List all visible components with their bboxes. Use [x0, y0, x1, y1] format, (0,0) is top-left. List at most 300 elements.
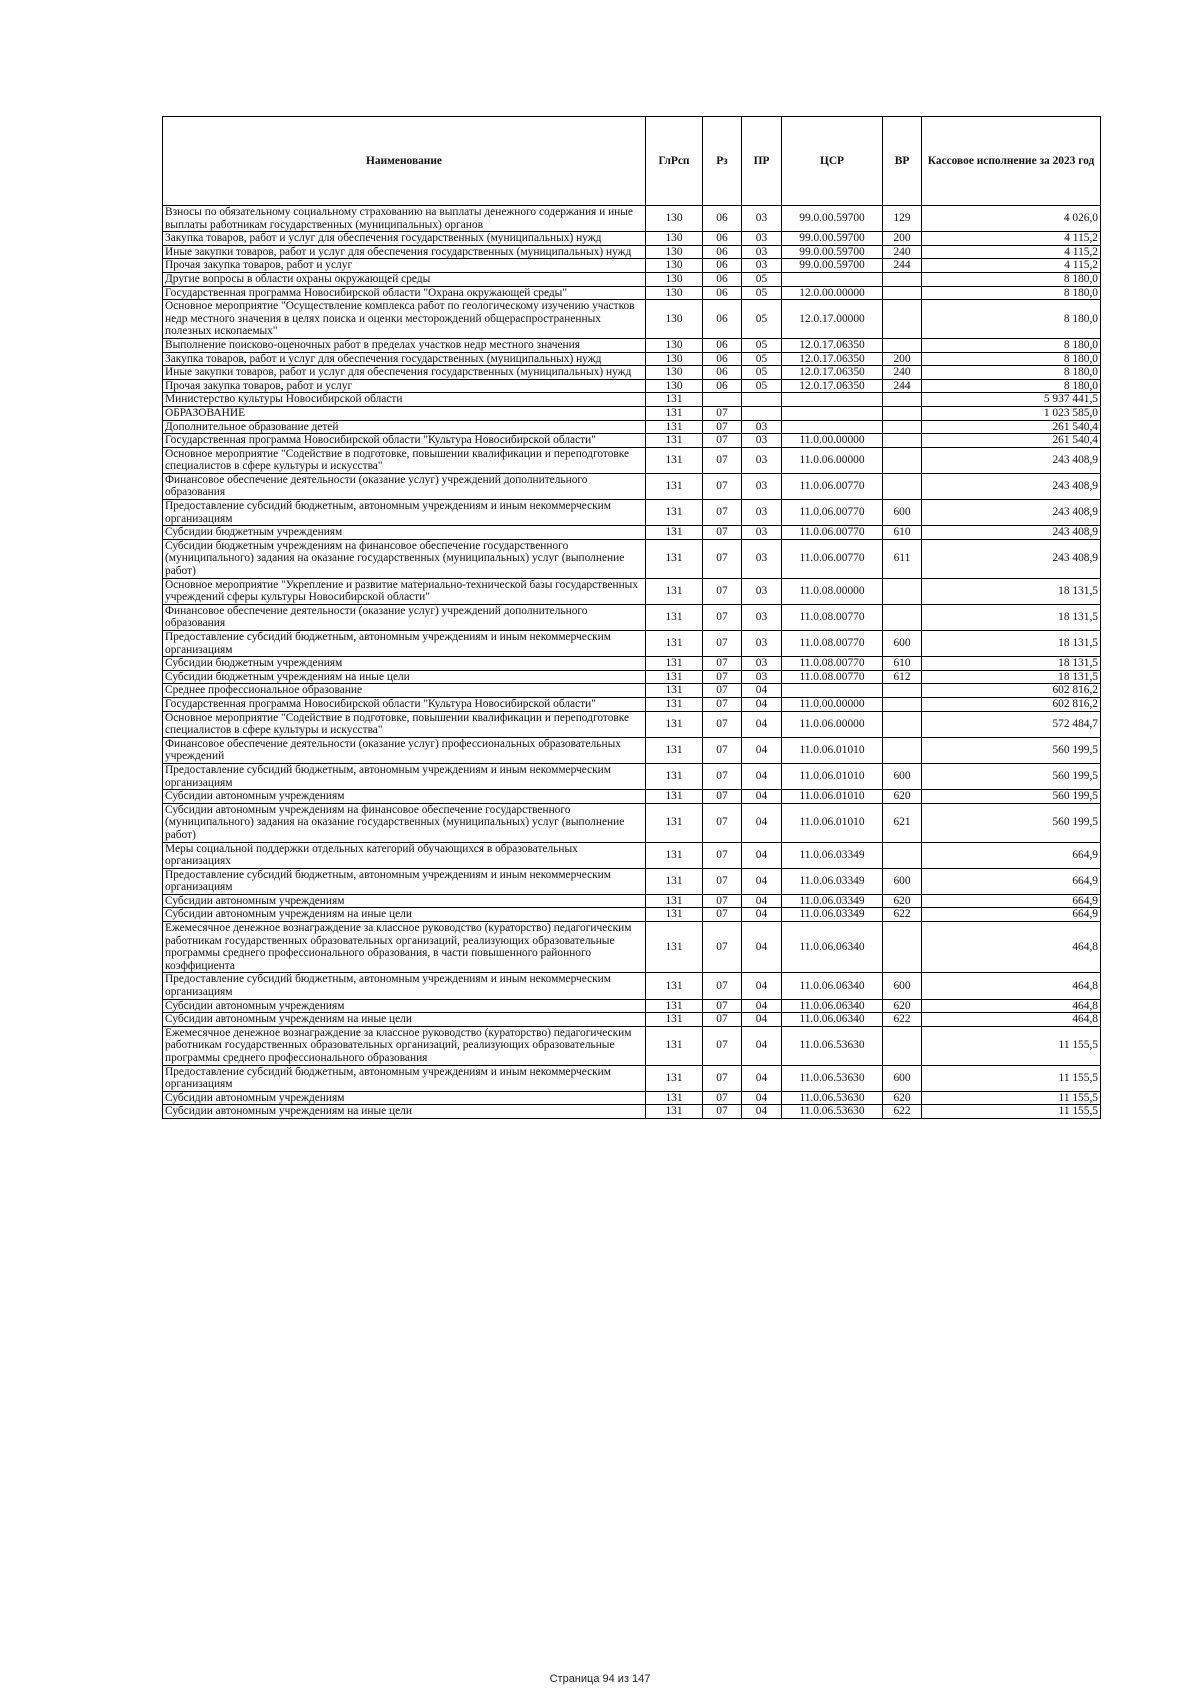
- cell-csr: 99.0.00.59700: [782, 245, 883, 259]
- cell-amount: 261 540,4: [922, 434, 1101, 448]
- cell-pr: 04: [742, 1091, 782, 1105]
- table-row: [163, 1091, 1101, 1105]
- cell-rz: 07: [703, 539, 742, 578]
- table-row: [163, 406, 1101, 420]
- cell-csr: 11.0.00.00000: [782, 434, 883, 448]
- cell-name: Предоставление субсидий бюджетным, автономным учреждениям и иным некоммерческим организациям: [163, 868, 646, 894]
- cell-vr: 240: [883, 245, 922, 259]
- cell-amount: 11 155,5: [922, 1026, 1101, 1065]
- cell-csr: 11.0.06.03349: [782, 894, 883, 908]
- cell-vr: [883, 1026, 922, 1065]
- cell-name: Государственная программа Новосибирской области "Охрана окружающей среды": [163, 286, 646, 300]
- cell-glrsp: 131: [646, 894, 703, 908]
- cell-amount: 664,9: [922, 842, 1101, 868]
- cell-pr: 04: [742, 737, 782, 763]
- cell-vr: [883, 447, 922, 473]
- cell-vr: 200: [883, 232, 922, 246]
- cell-rz: 07: [703, 842, 742, 868]
- cell-rz: 07: [703, 697, 742, 711]
- table-row: [163, 393, 1101, 407]
- cell-vr: 620: [883, 999, 922, 1013]
- cell-vr: 610: [883, 657, 922, 671]
- table-row: [163, 420, 1101, 434]
- cell-amount: 560 199,5: [922, 737, 1101, 763]
- cell-pr: 05: [742, 379, 782, 393]
- cell-rz: 06: [703, 272, 742, 286]
- cell-amount: 18 131,5: [922, 657, 1101, 671]
- cell-glrsp: 130: [646, 232, 703, 246]
- cell-vr: [883, 604, 922, 630]
- cell-name: Субсидии автономным учреждениям на иные цели: [163, 1013, 646, 1027]
- table-row: [163, 352, 1101, 366]
- cell-glrsp: 131: [646, 1105, 703, 1119]
- cell-vr: 600: [883, 631, 922, 657]
- cell-csr: 11.0.06.01010: [782, 803, 883, 842]
- cell-name: Иные закупки товаров, работ и услуг для обеспечения государственных (муниципальных) нужд: [163, 366, 646, 380]
- cell-amount: 464,8: [922, 1013, 1101, 1027]
- table-row: [163, 578, 1101, 604]
- cell-name: Субсидии автономным учреждениям на иные цели: [163, 908, 646, 922]
- table-row: [163, 1013, 1101, 1027]
- cell-vr: 610: [883, 526, 922, 540]
- cell-vr: 244: [883, 259, 922, 273]
- cell-rz: 07: [703, 657, 742, 671]
- cell-glrsp: 130: [646, 352, 703, 366]
- cell-pr: 05: [742, 352, 782, 366]
- cell-rz: 06: [703, 206, 742, 232]
- cell-name: Предоставление субсидий бюджетным, автономным учреждениям и иным некоммерческим организациям: [163, 500, 646, 526]
- cell-name: Иные закупки товаров, работ и услуг для обеспечения государственных (муниципальных) нужд: [163, 245, 646, 259]
- cell-csr: [782, 272, 883, 286]
- table-row: [163, 272, 1101, 286]
- cell-csr: [782, 406, 883, 420]
- cell-name: Взносы по обязательному социальному страхованию на выплаты денежного содержания и иные выплаты работникам государственных (муниципальных) органов: [163, 206, 646, 232]
- table-row: [163, 259, 1101, 273]
- cell-name: Меры социальной поддержки отдельных категорий обучающихся в образовательных организациях: [163, 842, 646, 868]
- cell-pr: 03: [742, 539, 782, 578]
- cell-csr: 11.0.08.00770: [782, 604, 883, 630]
- cell-amount: 11 155,5: [922, 1105, 1101, 1119]
- cell-vr: 129: [883, 206, 922, 232]
- cell-pr: 03: [742, 206, 782, 232]
- cell-csr: 12.0.00.00000: [782, 286, 883, 300]
- cell-vr: 600: [883, 973, 922, 999]
- cell-rz: 07: [703, 790, 742, 804]
- cell-rz: 06: [703, 300, 742, 339]
- cell-name: Выполнение поисково-оценочных работ в пределах участков недр местного значения: [163, 338, 646, 352]
- cell-glrsp: 131: [646, 684, 703, 698]
- cell-name: Субсидии бюджетным учреждениям на финансовое обеспечение государственного (муниципального) задания на оказание государственных (муниципальных) услуг (выполнение работ): [163, 539, 646, 578]
- cell-vr: 600: [883, 868, 922, 894]
- cell-vr: 620: [883, 894, 922, 908]
- table-row: [163, 657, 1101, 671]
- cell-glrsp: 131: [646, 803, 703, 842]
- cell-vr: 600: [883, 1065, 922, 1091]
- cell-amount: 243 408,9: [922, 447, 1101, 473]
- cell-csr: 11.0.08.00770: [782, 631, 883, 657]
- cell-vr: [883, 286, 922, 300]
- cell-pr: 03: [742, 604, 782, 630]
- cell-pr: 04: [742, 763, 782, 789]
- table-row: [163, 790, 1101, 804]
- cell-csr: [782, 420, 883, 434]
- cell-csr: 11.0.06.03349: [782, 908, 883, 922]
- cell-glrsp: 131: [646, 697, 703, 711]
- table-row: [163, 286, 1101, 300]
- header-name: Наименование: [163, 117, 646, 206]
- cell-glrsp: 131: [646, 631, 703, 657]
- cell-rz: 06: [703, 259, 742, 273]
- cell-pr: 03: [742, 657, 782, 671]
- cell-csr: 11.0.08.00000: [782, 578, 883, 604]
- cell-vr: 612: [883, 670, 922, 684]
- cell-rz: 07: [703, 631, 742, 657]
- cell-pr: 05: [742, 286, 782, 300]
- cell-name: Субсидии бюджетным учреждениям на иные цели: [163, 670, 646, 684]
- cell-rz: 06: [703, 366, 742, 380]
- cell-pr: 03: [742, 473, 782, 499]
- cell-rz: 07: [703, 1091, 742, 1105]
- header-amount: Кассовое исполнение за 2023 год: [922, 117, 1101, 206]
- table-row: [163, 1065, 1101, 1091]
- cell-csr: [782, 393, 883, 407]
- cell-amount: 8 180,0: [922, 379, 1101, 393]
- cell-pr: 05: [742, 272, 782, 286]
- cell-csr: 99.0.00.59700: [782, 206, 883, 232]
- header-csr: ЦСР: [782, 117, 883, 206]
- cell-vr: [883, 272, 922, 286]
- cell-pr: 04: [742, 1013, 782, 1027]
- cell-pr: 03: [742, 245, 782, 259]
- cell-glrsp: 131: [646, 842, 703, 868]
- cell-amount: 464,8: [922, 922, 1101, 973]
- cell-vr: [883, 434, 922, 448]
- cell-vr: [883, 420, 922, 434]
- cell-amount: 243 408,9: [922, 473, 1101, 499]
- cell-rz: 07: [703, 999, 742, 1013]
- cell-glrsp: 131: [646, 922, 703, 973]
- cell-glrsp: 131: [646, 670, 703, 684]
- cell-pr: 03: [742, 631, 782, 657]
- cell-csr: 12.0.17.06350: [782, 379, 883, 393]
- cell-csr: 11.0.06.03349: [782, 868, 883, 894]
- cell-amount: 664,9: [922, 908, 1101, 922]
- cell-csr: 99.0.00.59700: [782, 259, 883, 273]
- cell-rz: 07: [703, 973, 742, 999]
- cell-glrsp: 131: [646, 393, 703, 407]
- cell-name: Предоставление субсидий бюджетным, автономным учреждениям и иным некоммерческим организациям: [163, 763, 646, 789]
- cell-csr: 11.0.06.00000: [782, 711, 883, 737]
- cell-csr: 11.0.06.01010: [782, 737, 883, 763]
- cell-name: Основное мероприятие "Укрепление и развитие материально-технической базы государственных учреждений сферы культуры Новосибирской области": [163, 578, 646, 604]
- cell-vr: [883, 300, 922, 339]
- cell-pr: 03: [742, 259, 782, 273]
- cell-pr: [742, 393, 782, 407]
- cell-amount: 11 155,5: [922, 1091, 1101, 1105]
- table-row: [163, 1105, 1101, 1119]
- cell-pr: 05: [742, 366, 782, 380]
- table-header-row: [163, 117, 1101, 206]
- cell-rz: 07: [703, 420, 742, 434]
- cell-glrsp: 130: [646, 206, 703, 232]
- cell-amount: 18 131,5: [922, 670, 1101, 684]
- cell-glrsp: 131: [646, 447, 703, 473]
- cell-glrsp: 131: [646, 657, 703, 671]
- cell-name: Другие вопросы в области охраны окружающей среды: [163, 272, 646, 286]
- table-row: [163, 1026, 1101, 1065]
- cell-vr: 240: [883, 366, 922, 380]
- cell-glrsp: 130: [646, 300, 703, 339]
- cell-name: Финансовое обеспечение деятельности (оказание услуг) учреждений дополнительного образования: [163, 604, 646, 630]
- cell-vr: [883, 338, 922, 352]
- cell-csr: 99.0.00.59700: [782, 232, 883, 246]
- cell-pr: 03: [742, 420, 782, 434]
- cell-rz: 07: [703, 670, 742, 684]
- cell-rz: 07: [703, 868, 742, 894]
- cell-rz: 07: [703, 922, 742, 973]
- table-row: [163, 922, 1101, 973]
- cell-amount: 4 115,2: [922, 259, 1101, 273]
- cell-amount: 8 180,0: [922, 300, 1101, 339]
- cell-rz: 06: [703, 232, 742, 246]
- cell-rz: 07: [703, 578, 742, 604]
- cell-vr: 621: [883, 803, 922, 842]
- cell-rz: 07: [703, 406, 742, 420]
- cell-name: Основное мероприятие "Осуществление комплекса работ по геологическому изучению участков недр местного значения в целях поиска и оценки месторождений общераспространенных полезных ископаемых": [163, 300, 646, 339]
- cell-rz: 06: [703, 245, 742, 259]
- cell-amount: 464,8: [922, 999, 1101, 1013]
- cell-name: Основное мероприятие "Содействие в подготовке, повышении квалификации и переподготовке специалистов в сфере культуры и искусства": [163, 711, 646, 737]
- table-row: [163, 908, 1101, 922]
- cell-name: Субсидии автономным учреждениям: [163, 1091, 646, 1105]
- cell-rz: 06: [703, 352, 742, 366]
- table-row: [163, 473, 1101, 499]
- cell-amount: 4 115,2: [922, 232, 1101, 246]
- cell-glrsp: 130: [646, 259, 703, 273]
- header-pr: ПР: [742, 117, 782, 206]
- cell-name: Субсидии бюджетным учреждениям: [163, 657, 646, 671]
- cell-pr: 04: [742, 711, 782, 737]
- cell-vr: [883, 684, 922, 698]
- cell-amount: 18 131,5: [922, 631, 1101, 657]
- table-row: [163, 631, 1101, 657]
- cell-amount: 664,9: [922, 868, 1101, 894]
- cell-pr: 04: [742, 1105, 782, 1119]
- cell-amount: 261 540,4: [922, 420, 1101, 434]
- table-row: [163, 379, 1101, 393]
- table-row: [163, 245, 1101, 259]
- cell-csr: 11.0.06.00000: [782, 447, 883, 473]
- cell-vr: 200: [883, 352, 922, 366]
- cell-pr: 03: [742, 434, 782, 448]
- cell-vr: 622: [883, 908, 922, 922]
- cell-glrsp: 130: [646, 245, 703, 259]
- table-row: [163, 763, 1101, 789]
- table-row: [163, 447, 1101, 473]
- cell-glrsp: 131: [646, 406, 703, 420]
- cell-glrsp: 131: [646, 578, 703, 604]
- cell-vr: [883, 473, 922, 499]
- table-row: [163, 894, 1101, 908]
- cell-pr: 03: [742, 447, 782, 473]
- cell-glrsp: 131: [646, 973, 703, 999]
- cell-amount: 4 115,2: [922, 245, 1101, 259]
- cell-glrsp: 131: [646, 763, 703, 789]
- cell-amount: 464,8: [922, 973, 1101, 999]
- cell-name: Финансовое обеспечение деятельности (оказание услуг) учреждений дополнительного образования: [163, 473, 646, 499]
- cell-pr: 03: [742, 526, 782, 540]
- cell-csr: 11.0.06.06340: [782, 973, 883, 999]
- cell-csr: 11.0.06.01010: [782, 790, 883, 804]
- cell-glrsp: 131: [646, 868, 703, 894]
- cell-rz: 07: [703, 1013, 742, 1027]
- cell-amount: 18 131,5: [922, 604, 1101, 630]
- cell-glrsp: 131: [646, 1026, 703, 1065]
- cell-csr: 12.0.17.00000: [782, 300, 883, 339]
- cell-csr: 11.0.06.06340: [782, 1013, 883, 1027]
- cell-glrsp: 130: [646, 379, 703, 393]
- cell-vr: 244: [883, 379, 922, 393]
- cell-csr: 11.0.06.00770: [782, 526, 883, 540]
- cell-name: ОБРАЗОВАНИЕ: [163, 406, 646, 420]
- cell-pr: 04: [742, 803, 782, 842]
- cell-csr: 11.0.06.06340: [782, 922, 883, 973]
- cell-vr: [883, 922, 922, 973]
- cell-amount: 8 180,0: [922, 352, 1101, 366]
- cell-amount: 560 199,5: [922, 803, 1101, 842]
- cell-rz: 07: [703, 526, 742, 540]
- cell-glrsp: 131: [646, 711, 703, 737]
- cell-rz: 06: [703, 338, 742, 352]
- cell-name: Финансовое обеспечение деятельности (оказание услуг) профессиональных образовательных учреждений: [163, 737, 646, 763]
- cell-glrsp: 131: [646, 1065, 703, 1091]
- cell-pr: 04: [742, 1026, 782, 1065]
- header-vr: ВР: [883, 117, 922, 206]
- table-row: [163, 526, 1101, 540]
- cell-amount: 602 816,2: [922, 697, 1101, 711]
- cell-glrsp: 131: [646, 473, 703, 499]
- cell-csr: 11.0.06.53630: [782, 1065, 883, 1091]
- cell-amount: 8 180,0: [922, 272, 1101, 286]
- cell-glrsp: 131: [646, 604, 703, 630]
- cell-name: Прочая закупка товаров, работ и услуг: [163, 259, 646, 273]
- cell-rz: 07: [703, 894, 742, 908]
- cell-rz: 07: [703, 500, 742, 526]
- cell-name: Субсидии автономным учреждениям: [163, 999, 646, 1013]
- cell-csr: 11.0.06.01010: [782, 763, 883, 789]
- cell-amount: 602 816,2: [922, 684, 1101, 698]
- cell-csr: [782, 684, 883, 698]
- header-rz: Рз: [703, 117, 742, 206]
- cell-vr: 611: [883, 539, 922, 578]
- table-row: [163, 684, 1101, 698]
- cell-rz: 07: [703, 434, 742, 448]
- cell-rz: 07: [703, 711, 742, 737]
- cell-glrsp: 130: [646, 272, 703, 286]
- cell-glrsp: 131: [646, 1091, 703, 1105]
- cell-vr: [883, 406, 922, 420]
- cell-pr: 04: [742, 842, 782, 868]
- cell-csr: 11.0.08.00770: [782, 657, 883, 671]
- cell-pr: 04: [742, 973, 782, 999]
- cell-vr: [883, 578, 922, 604]
- cell-csr: 11.0.06.53630: [782, 1026, 883, 1065]
- cell-pr: 05: [742, 338, 782, 352]
- cell-rz: 07: [703, 908, 742, 922]
- cell-vr: [883, 697, 922, 711]
- cell-vr: 622: [883, 1013, 922, 1027]
- table-row: [163, 737, 1101, 763]
- cell-name: Предоставление субсидий бюджетным, автономным учреждениям и иным некоммерческим организациям: [163, 1065, 646, 1091]
- cell-name: Субсидии автономным учреждениям на финансовое обеспечение государственного (муниципального) задания на оказание государственных (муниципальных) услуг (выполнение работ): [163, 803, 646, 842]
- cell-csr: 11.0.06.06340: [782, 999, 883, 1013]
- cell-pr: 04: [742, 697, 782, 711]
- cell-vr: [883, 393, 922, 407]
- cell-amount: 572 484,7: [922, 711, 1101, 737]
- cell-vr: [883, 842, 922, 868]
- cell-csr: 12.0.17.06350: [782, 338, 883, 352]
- cell-csr: 11.0.08.00770: [782, 670, 883, 684]
- cell-glrsp: 131: [646, 737, 703, 763]
- cell-pr: 03: [742, 578, 782, 604]
- cell-glrsp: 131: [646, 1013, 703, 1027]
- cell-pr: 04: [742, 999, 782, 1013]
- cell-name: Субсидии автономным учреждениям: [163, 790, 646, 804]
- cell-csr: 12.0.17.06350: [782, 352, 883, 366]
- cell-amount: 1 023 585,0: [922, 406, 1101, 420]
- table-row: [163, 366, 1101, 380]
- cell-amount: 8 180,0: [922, 286, 1101, 300]
- cell-rz: [703, 393, 742, 407]
- cell-csr: 11.0.06.03349: [782, 842, 883, 868]
- cell-csr: 11.0.06.00770: [782, 473, 883, 499]
- cell-glrsp: 131: [646, 790, 703, 804]
- cell-vr: 600: [883, 763, 922, 789]
- cell-name: Субсидии автономным учреждениям: [163, 894, 646, 908]
- table-row: [163, 338, 1101, 352]
- table-row: [163, 999, 1101, 1013]
- cell-rz: 07: [703, 763, 742, 789]
- cell-amount: 11 155,5: [922, 1065, 1101, 1091]
- cell-name: Дополнительное образование детей: [163, 420, 646, 434]
- cell-pr: [742, 406, 782, 420]
- cell-rz: 07: [703, 447, 742, 473]
- cell-glrsp: 131: [646, 908, 703, 922]
- cell-amount: 243 408,9: [922, 500, 1101, 526]
- table-row: [163, 973, 1101, 999]
- cell-glrsp: 131: [646, 539, 703, 578]
- table-row: [163, 670, 1101, 684]
- table-row: [163, 604, 1101, 630]
- cell-rz: 07: [703, 473, 742, 499]
- cell-name: Ежемесячное денежное вознаграждение за классное руководство (кураторство) педагогическим работникам государственных образовательных организаций, реализующих образовательные программы среднего профессионального образования, в части повышенного районного коэффициента: [163, 922, 646, 973]
- table-row: [163, 842, 1101, 868]
- cell-rz: 07: [703, 803, 742, 842]
- cell-vr: 622: [883, 1105, 922, 1119]
- cell-rz: 07: [703, 684, 742, 698]
- cell-pr: 03: [742, 670, 782, 684]
- table-row: [163, 300, 1101, 339]
- cell-amount: 243 408,9: [922, 539, 1101, 578]
- cell-pr: 03: [742, 232, 782, 246]
- cell-name: Предоставление субсидий бюджетным, автономным учреждениям и иным некоммерческим организациям: [163, 973, 646, 999]
- cell-rz: 07: [703, 604, 742, 630]
- cell-rz: 06: [703, 286, 742, 300]
- table-row: [163, 697, 1101, 711]
- header-glrsp: ГлРсп: [646, 117, 703, 206]
- cell-pr: 04: [742, 684, 782, 698]
- cell-name: Субсидии автономным учреждениям на иные цели: [163, 1105, 646, 1119]
